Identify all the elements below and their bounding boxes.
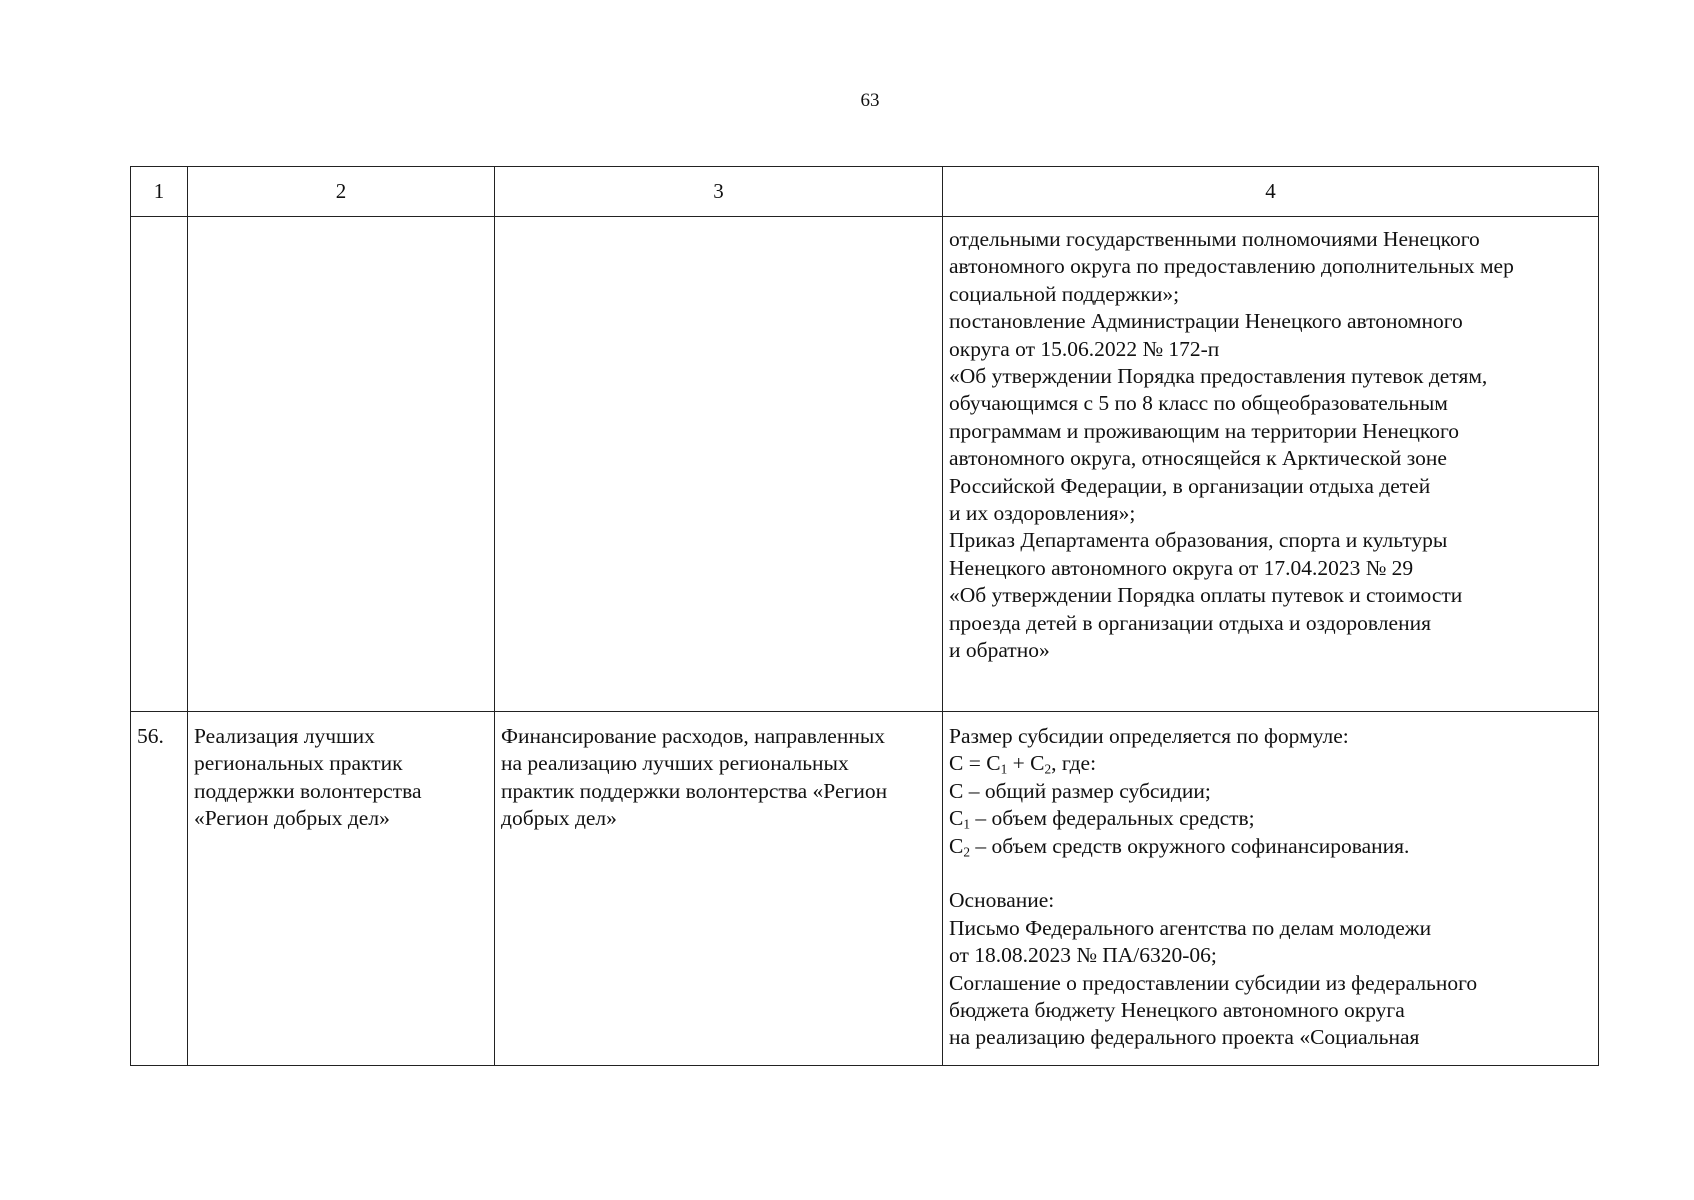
text-line: Российской Федерации, в организации отдыха детей — [949, 473, 1431, 498]
text-line: «Об утверждении Порядка предоставления путевок детям, — [949, 364, 1488, 389]
text-line: программам и проживающим на территории Ненецкого — [949, 418, 1460, 443]
cell-num-empty — [131, 217, 188, 712]
formula: $С = С_1 + С_2$, где: — [949, 751, 1097, 777]
header-col-1: 1 — [131, 167, 188, 217]
formula-intro: Размер субсидии определяется по формуле: — [949, 724, 1349, 748]
text-line: постановление Администрации Ненецкого автономного — [949, 309, 1463, 334]
text-line: Финансирование расходов, направленных — [501, 724, 886, 748]
page-number: 63 — [860, 90, 880, 111]
cell-name-empty — [188, 217, 495, 712]
text-line: Соглашение о предоставлении субсидии из федерального — [949, 970, 1478, 995]
header-col-2: 2 — [188, 167, 495, 217]
cell-description-empty — [495, 217, 943, 712]
text-line: и их оздоровления»; — [949, 501, 1136, 526]
definition-c2: $С_2$ – объем средств окружного софинансирования. — [949, 833, 1410, 859]
text-line: от 18.08.2023 № ПА/6320-06; — [949, 943, 1217, 968]
cell-row-number: 56. — [131, 712, 188, 1066]
text-line: проезда детей в организации отдыха и оздоровления — [949, 610, 1431, 635]
text-line: на реализацию лучших региональных — [501, 751, 849, 776]
text-line: «Регион добрых дел» — [194, 806, 390, 831]
text-line: автономного округа по предоставлению дополнительных мер — [949, 254, 1514, 279]
text-line: отдельными государственными полномочиями Ненецкого — [949, 227, 1480, 251]
text-line: бюджета бюджету Ненецкого автономного округа — [949, 998, 1405, 1023]
text-line: и обратно» — [949, 638, 1050, 663]
header-col-4: 4 — [943, 167, 1599, 217]
cell-event-name — [188, 712, 495, 1066]
text-line: Приказ Департамента образования, спорта и культуры — [949, 528, 1448, 553]
basis-heading: Основание: — [949, 888, 1055, 913]
text-line: поддержки волонтерства — [194, 778, 422, 803]
definition-c: С – общий размер субсидии; — [949, 778, 1211, 803]
text-line: Ненецкого автономного округа от 17.04.2023 № 29 — [949, 555, 1414, 580]
text-line: Письмо Федерального агентства по делам молодежи — [949, 915, 1432, 940]
header-col-3: 3 — [495, 167, 943, 217]
table-row-56 — [131, 712, 1599, 1066]
cell-subsidy-formula — [943, 712, 1599, 1066]
table-row-continuation — [131, 217, 1599, 712]
text-line: Реализация лучших — [194, 724, 375, 748]
appendix-table — [130, 166, 1599, 1066]
text-line: обучающимся с 5 по 8 класс по общеобразовательным — [949, 391, 1448, 416]
text-line: «Об утверждении Порядка оплаты путевок и стоимости — [949, 583, 1463, 608]
cell-basis-continuation — [943, 217, 1599, 712]
text-line: автономного округа, относящейся к Арктической зоне — [949, 446, 1447, 471]
definition-c1: $С_1$ – объем федеральных средств; — [949, 806, 1255, 832]
table-header-row — [131, 167, 1599, 217]
text-line: добрых дел» — [501, 806, 617, 831]
text-line: на реализацию федерального проекта «Социальная — [949, 1025, 1420, 1050]
text-line: округа от 15.06.2022 № 172-п — [949, 336, 1220, 361]
text-line: социальной поддержки»; — [949, 281, 1180, 306]
text-line: региональных практик — [194, 751, 403, 776]
paragraph-gap — [949, 860, 1592, 887]
text-line: практик поддержки волонтерства «Регион — [501, 778, 888, 803]
cell-expense-description — [495, 712, 943, 1066]
